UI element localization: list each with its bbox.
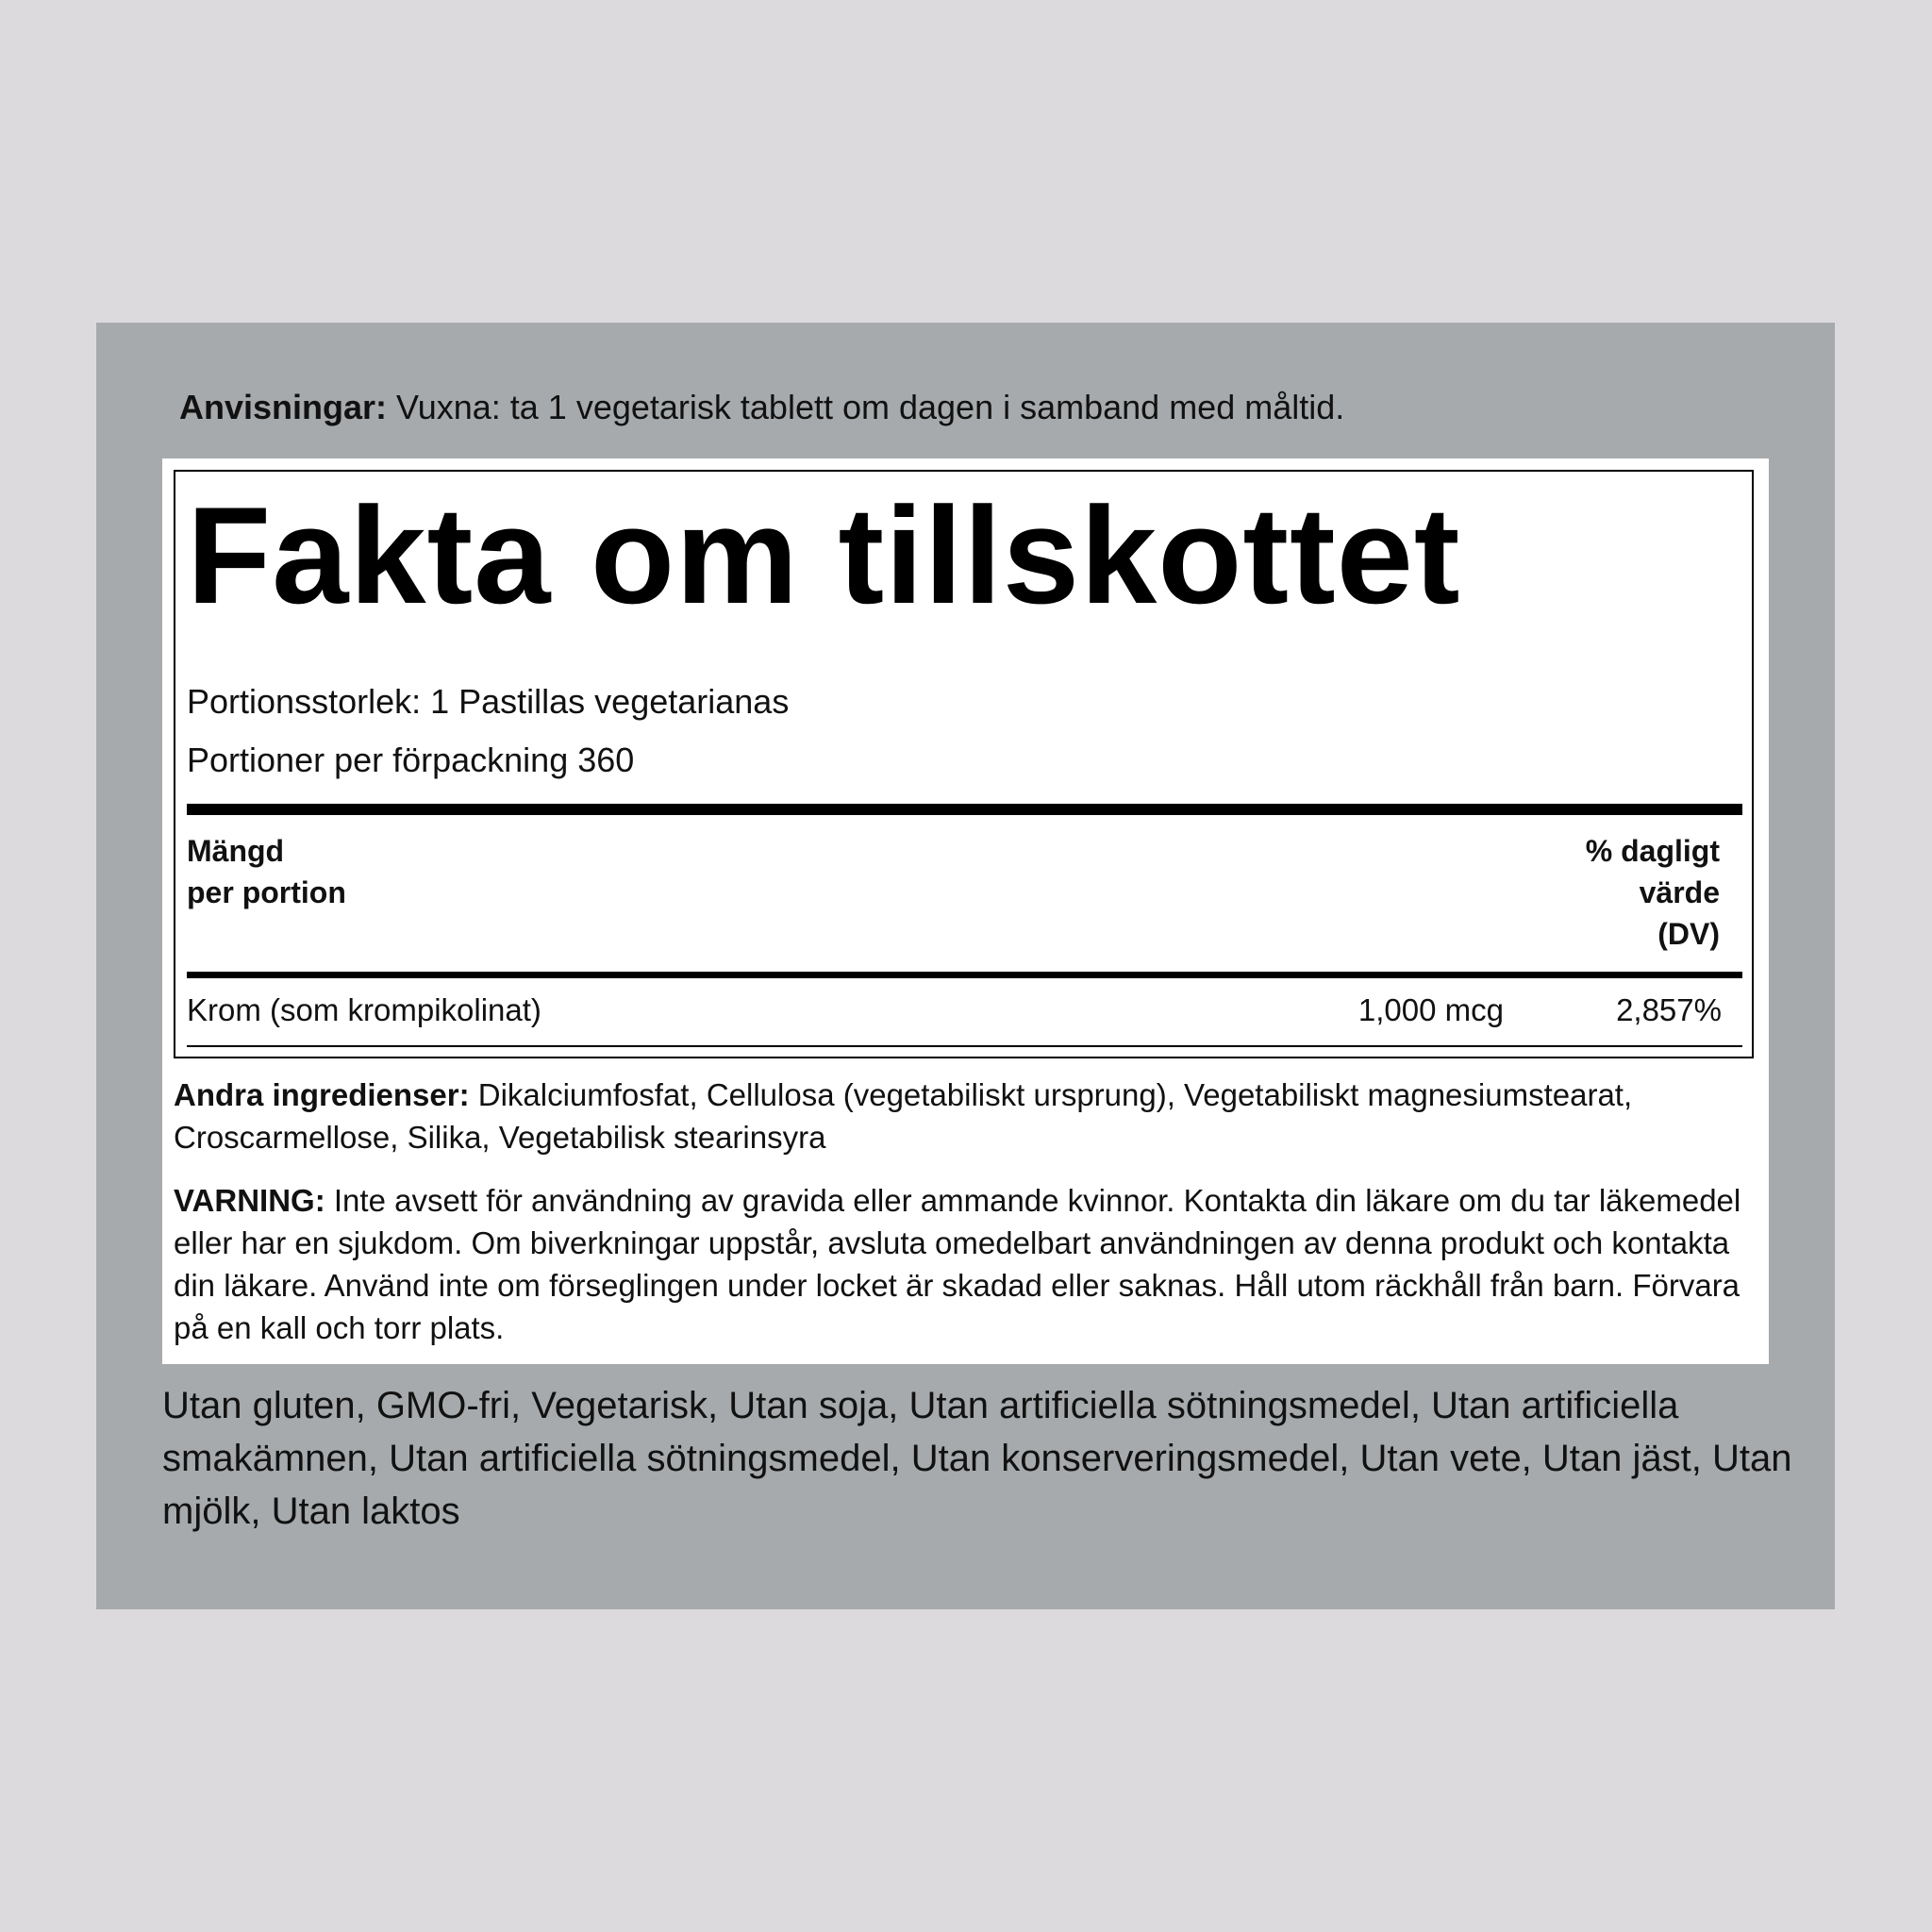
warning-label: VARNING: xyxy=(174,1183,325,1218)
free-from-claims: Utan gluten, GMO-fri, Vegetarisk, Utan soja, Utan artificiella sötningsmedel, Utan artificiella smakämnen, Utan artificiella sötningsmedel, Utan konserveringsmedel, Utan vete, Utan jäst, Utan mjölk, Utan laktos xyxy=(162,1385,1792,1532)
servings-per-container: Portioner per förpackning 360 xyxy=(187,741,635,779)
supplement-facts-box xyxy=(174,470,1754,1058)
facts-title: Fakta om tillskottet xyxy=(187,478,1461,632)
nutrient-amount: 1,000 mcg xyxy=(1357,992,1504,1027)
thick-divider xyxy=(187,804,1742,815)
other-ingredients-label: Andra ingredienser: xyxy=(174,1077,470,1112)
directions xyxy=(179,387,1344,428)
other-ingredients-text: Dikalciumfosfat, Cellulosa (vegetabiliskt ursprung), Vegetabiliskt magnesiumstearat, Croscarmellose, Silika, Vegetabilisk stearinsyra xyxy=(174,1077,1633,1155)
daily-value-header: % dagligt värde (DV) xyxy=(1585,834,1720,951)
amount-per-serving-header: Mängd per portion xyxy=(187,834,346,909)
nutrient-name: Krom (som krompikolinat) xyxy=(187,992,541,1027)
medium-divider xyxy=(187,972,1742,978)
other-ingredients xyxy=(174,1074,1758,1158)
directions-label: Anvisningar: xyxy=(179,388,388,426)
directions-text: Vuxna: ta 1 vegetarisk tablett om dagen i samband med måltid. xyxy=(387,388,1345,426)
warning-text: Inte avsett för användning av gravida eller ammande kvinnor. Kontakta din läkare om du tar läkemedel eller har en sjukdom. Om biverkningar uppstår, avsluta omedelbart användningen av denna produkt och kontakta din läkare. Använd inte om förseglingen under locket är skadad eller saknas. Håll utom räckhåll från barn. Förvara på en kall och torr plats. xyxy=(174,1183,1741,1345)
label-panel xyxy=(96,323,1835,1609)
nutrient-daily-value: 2,857% xyxy=(1616,992,1722,1027)
warning xyxy=(174,1179,1763,1349)
serving-size: Portionsstorlek: 1 Pastillas vegetarianas xyxy=(187,682,790,721)
thin-divider xyxy=(187,1045,1742,1047)
nutrient-row xyxy=(187,989,1742,1032)
label-card xyxy=(162,458,1769,1364)
